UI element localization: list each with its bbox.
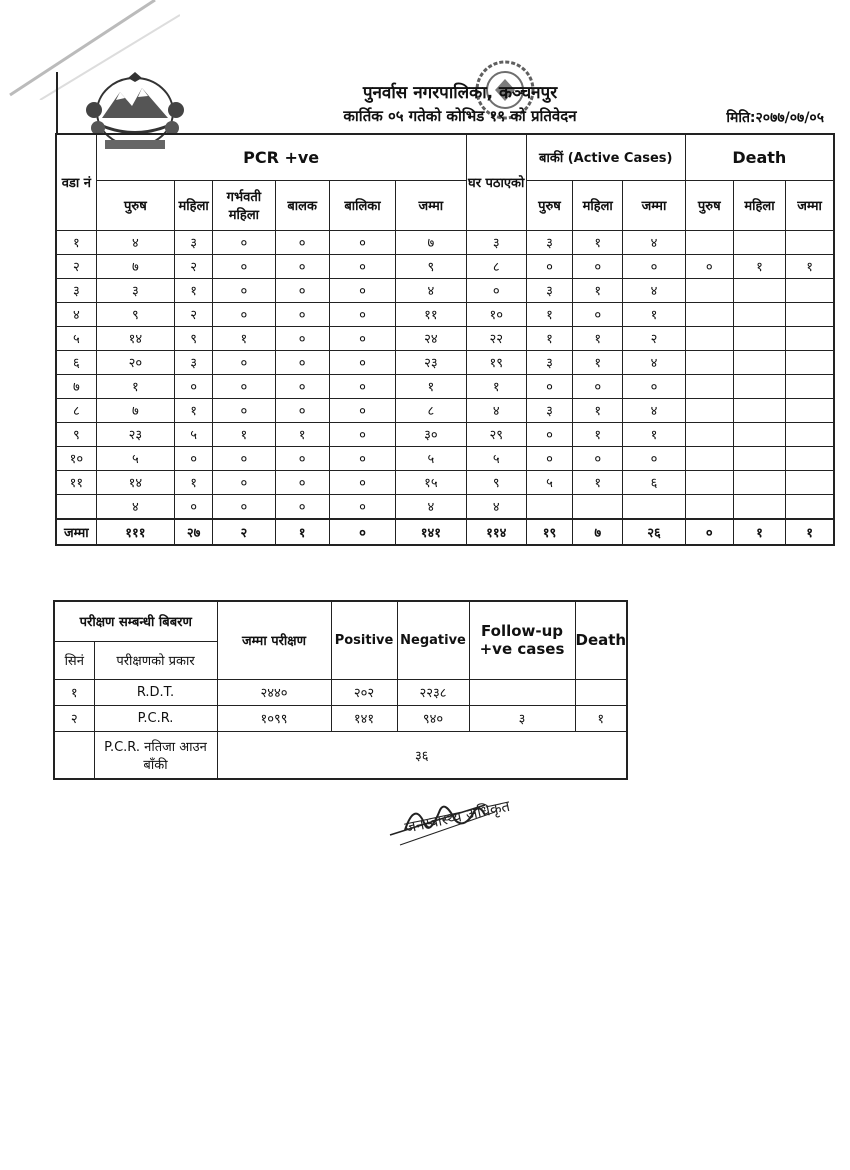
table-cell: १ bbox=[786, 254, 834, 278]
table-cell bbox=[733, 302, 785, 326]
table-cell: १४१ bbox=[331, 705, 397, 731]
table-cell bbox=[733, 398, 785, 422]
table-cell bbox=[733, 374, 785, 398]
table-cell: R.D.T. bbox=[94, 679, 217, 705]
report-title: पुनर्वास नगरपालिका, कञ्चनपुर bbox=[362, 83, 558, 103]
table-row bbox=[56, 470, 834, 494]
table-cell: ९४० bbox=[397, 705, 469, 731]
death-female-header: महिला bbox=[733, 180, 785, 230]
table-cell: ० bbox=[329, 398, 395, 422]
table-cell bbox=[573, 494, 623, 519]
test-positive-header: Positive bbox=[331, 601, 397, 679]
table-cell: ३ bbox=[526, 350, 572, 374]
table-cell: ५ bbox=[96, 446, 174, 470]
pending-sn-cell bbox=[54, 731, 94, 779]
group-active-header: बाकीं (Active Cases) bbox=[526, 134, 685, 180]
table-cell bbox=[786, 398, 834, 422]
testing-summary-table bbox=[53, 600, 628, 780]
test-group-header: परीक्षण सम्बन्धी बिबरण bbox=[54, 601, 217, 641]
table-cell: २ bbox=[56, 254, 96, 278]
table-cell: २७ bbox=[175, 519, 213, 545]
total-row bbox=[56, 519, 834, 545]
table-cell: ० bbox=[329, 230, 395, 254]
test-type-header: परीक्षणको प्रकार bbox=[94, 641, 217, 679]
table-cell: ३ bbox=[175, 230, 213, 254]
table-cell: ० bbox=[329, 470, 395, 494]
table-cell: २२ bbox=[466, 326, 526, 350]
table-cell bbox=[733, 422, 785, 446]
table-cell: ८ bbox=[466, 254, 526, 278]
pcr-male-header: पुरुष bbox=[96, 180, 174, 230]
table-cell: ० bbox=[466, 278, 526, 302]
table-cell: ४ bbox=[96, 230, 174, 254]
table-row bbox=[56, 278, 834, 302]
table-cell: ० bbox=[213, 470, 275, 494]
table-cell: १ bbox=[56, 230, 96, 254]
table-cell: १ bbox=[96, 374, 174, 398]
table-cell: १९ bbox=[466, 350, 526, 374]
table-cell: १ bbox=[213, 422, 275, 446]
table-cell: १ bbox=[573, 278, 623, 302]
table-cell: ० bbox=[213, 254, 275, 278]
table-cell: ४ bbox=[96, 494, 174, 519]
table-cell: १० bbox=[56, 446, 96, 470]
table-cell bbox=[623, 494, 685, 519]
table-cell: ० bbox=[275, 326, 329, 350]
pending-label: P.C.R. नतिजा आउन बाँकी bbox=[94, 731, 217, 779]
col-ward-header: वडा नं bbox=[56, 134, 96, 230]
table-cell bbox=[685, 446, 733, 470]
table-cell: १११ bbox=[96, 519, 174, 545]
table-cell: १ bbox=[54, 679, 94, 705]
table-cell: १ bbox=[623, 422, 685, 446]
left-margin-line bbox=[56, 72, 58, 134]
table-cell bbox=[786, 470, 834, 494]
table-cell: ४ bbox=[56, 302, 96, 326]
table-cell: ११४ bbox=[466, 519, 526, 545]
table-cell bbox=[575, 679, 627, 705]
test-negative-header: Negative bbox=[397, 601, 469, 679]
table-row bbox=[56, 446, 834, 470]
table-row bbox=[56, 494, 834, 519]
active-male-header: पुरुष bbox=[526, 180, 572, 230]
table-cell: २ bbox=[175, 302, 213, 326]
group-pcr-header: PCR +ve bbox=[96, 134, 466, 180]
table-cell: ११ bbox=[396, 302, 466, 326]
table-cell: ० bbox=[526, 446, 572, 470]
table-cell: ० bbox=[175, 446, 213, 470]
table-cell: १ bbox=[213, 326, 275, 350]
table-cell: २ bbox=[175, 254, 213, 278]
table-cell bbox=[685, 326, 733, 350]
table-cell: १९ bbox=[526, 519, 572, 545]
table-cell: ० bbox=[175, 374, 213, 398]
active-total-header: जम्मा bbox=[623, 180, 685, 230]
table-cell bbox=[786, 422, 834, 446]
table-cell bbox=[786, 374, 834, 398]
table-cell: २ bbox=[623, 326, 685, 350]
table-cell bbox=[469, 679, 575, 705]
table-cell: ० bbox=[275, 470, 329, 494]
active-female-header: महिला bbox=[573, 180, 623, 230]
table-cell: ११ bbox=[56, 470, 96, 494]
table-cell: ८ bbox=[56, 398, 96, 422]
death-total-header: जम्मा bbox=[786, 180, 834, 230]
table-cell: १ bbox=[573, 350, 623, 374]
table-cell: ० bbox=[526, 374, 572, 398]
ward-rows bbox=[56, 230, 834, 545]
table-row bbox=[56, 350, 834, 374]
pcr-total-header: जम्मा bbox=[396, 180, 466, 230]
table-cell: ५ bbox=[526, 470, 572, 494]
table-cell: ० bbox=[275, 446, 329, 470]
table-cell: P.C.R. bbox=[94, 705, 217, 731]
table-cell bbox=[685, 374, 733, 398]
table-cell: १ bbox=[396, 374, 466, 398]
table-cell: ० bbox=[573, 446, 623, 470]
group-death-header: Death bbox=[685, 134, 834, 180]
table-cell bbox=[786, 350, 834, 374]
table-cell: ७ bbox=[96, 398, 174, 422]
table-cell: ० bbox=[623, 254, 685, 278]
table-cell bbox=[733, 446, 785, 470]
table-cell bbox=[733, 278, 785, 302]
table-cell: २०२ bbox=[331, 679, 397, 705]
table-cell: १ bbox=[573, 422, 623, 446]
table-cell: ३ bbox=[526, 230, 572, 254]
pcr-female-header: महिला bbox=[175, 180, 213, 230]
ward-covid-table bbox=[55, 133, 835, 546]
table-cell: ० bbox=[329, 302, 395, 326]
table-cell: ६ bbox=[623, 470, 685, 494]
table-cell: २ bbox=[213, 519, 275, 545]
table-cell: १ bbox=[575, 705, 627, 731]
table-cell: ० bbox=[275, 230, 329, 254]
table-cell: ३ bbox=[466, 230, 526, 254]
table-cell: २२३८ bbox=[397, 679, 469, 705]
table-cell: ६ bbox=[56, 350, 96, 374]
table-cell: ७ bbox=[56, 374, 96, 398]
table-cell: जम्मा bbox=[56, 519, 96, 545]
table-row bbox=[56, 254, 834, 278]
table-cell: ९ bbox=[175, 326, 213, 350]
table-cell bbox=[786, 326, 834, 350]
table-cell bbox=[685, 278, 733, 302]
table-cell: ० bbox=[275, 278, 329, 302]
table-cell: ० bbox=[329, 254, 395, 278]
table-row bbox=[56, 422, 834, 446]
table-cell: ४ bbox=[623, 350, 685, 374]
test-death-header: Death bbox=[575, 601, 627, 679]
table-row bbox=[56, 326, 834, 350]
table-cell: ० bbox=[329, 446, 395, 470]
table-cell: ० bbox=[526, 254, 572, 278]
table-cell: ० bbox=[573, 302, 623, 326]
table-cell: ० bbox=[329, 494, 395, 519]
table-cell bbox=[685, 494, 733, 519]
table-cell bbox=[786, 230, 834, 254]
table-cell: ० bbox=[213, 230, 275, 254]
table-cell: २ bbox=[54, 705, 94, 731]
table-row bbox=[56, 398, 834, 422]
table-cell: १४१ bbox=[396, 519, 466, 545]
table-cell: १ bbox=[526, 326, 572, 350]
table-cell: ९ bbox=[396, 254, 466, 278]
table-row bbox=[56, 230, 834, 254]
table-cell: ७ bbox=[396, 230, 466, 254]
table-cell: ० bbox=[329, 326, 395, 350]
table-cell: ० bbox=[573, 374, 623, 398]
table-cell: ० bbox=[213, 278, 275, 302]
table-cell bbox=[733, 230, 785, 254]
pcr-girl-header: बालिका bbox=[329, 180, 395, 230]
table-cell: १ bbox=[526, 302, 572, 326]
table-cell bbox=[685, 422, 733, 446]
table-cell: ० bbox=[275, 494, 329, 519]
pcr-boy-header: बालक bbox=[275, 180, 329, 230]
table-cell: १५ bbox=[396, 470, 466, 494]
table-cell: ७ bbox=[573, 519, 623, 545]
table-cell: ० bbox=[275, 350, 329, 374]
table-cell: १ bbox=[466, 374, 526, 398]
table-cell: ५ bbox=[56, 326, 96, 350]
table-cell: १ bbox=[175, 278, 213, 302]
table-cell bbox=[786, 494, 834, 519]
table-cell: ० bbox=[213, 494, 275, 519]
table-cell: ७ bbox=[96, 254, 174, 278]
table-cell bbox=[56, 494, 96, 519]
table-cell: ४ bbox=[466, 494, 526, 519]
table-cell: ० bbox=[213, 398, 275, 422]
table-cell: ० bbox=[329, 350, 395, 374]
table-cell: २३ bbox=[396, 350, 466, 374]
table-cell: ० bbox=[275, 398, 329, 422]
table-cell bbox=[786, 302, 834, 326]
pending-value: ३६ bbox=[217, 731, 627, 779]
table-cell bbox=[733, 494, 785, 519]
table-cell: ९ bbox=[466, 470, 526, 494]
table-cell: १० bbox=[466, 302, 526, 326]
table-cell bbox=[526, 494, 572, 519]
table-cell: १४ bbox=[96, 470, 174, 494]
table-cell: ० bbox=[329, 422, 395, 446]
table-cell: १ bbox=[573, 326, 623, 350]
table-cell bbox=[685, 350, 733, 374]
table-cell: १ bbox=[275, 519, 329, 545]
table-cell: ३ bbox=[96, 278, 174, 302]
table-cell: १ bbox=[733, 519, 785, 545]
table-cell: ० bbox=[175, 494, 213, 519]
table-cell: २९ bbox=[466, 422, 526, 446]
table-cell: ० bbox=[213, 446, 275, 470]
table-cell: २६ bbox=[623, 519, 685, 545]
test-total-header: जम्मा परीक्षण bbox=[217, 601, 331, 679]
table-cell: ४ bbox=[623, 398, 685, 422]
table-cell bbox=[786, 278, 834, 302]
table-cell: २३ bbox=[96, 422, 174, 446]
table-cell: २० bbox=[96, 350, 174, 374]
table-cell: १ bbox=[573, 230, 623, 254]
table-cell: ० bbox=[213, 302, 275, 326]
table-cell: २४ bbox=[396, 326, 466, 350]
table-cell: ४ bbox=[396, 278, 466, 302]
table-cell: ० bbox=[623, 446, 685, 470]
table-cell: १ bbox=[175, 470, 213, 494]
table-cell: १ bbox=[733, 254, 785, 278]
table-cell: ५ bbox=[466, 446, 526, 470]
table-cell: ९ bbox=[56, 422, 96, 446]
table-cell: २४४० bbox=[217, 679, 331, 705]
pcr-pregnant-header: गर्भवती महिला bbox=[213, 180, 275, 230]
table-cell: ३० bbox=[396, 422, 466, 446]
table-cell: १ bbox=[786, 519, 834, 545]
report-subtitle: कार्तिक ०५ गतेको कोभिड १९ को प्रतिवेदन bbox=[343, 107, 577, 125]
test-sn-header: सिनं bbox=[54, 641, 94, 679]
table-cell: ३ bbox=[526, 278, 572, 302]
table-cell: १ bbox=[573, 398, 623, 422]
table-cell: १ bbox=[275, 422, 329, 446]
table-cell bbox=[733, 326, 785, 350]
table-cell: ५ bbox=[396, 446, 466, 470]
table-cell: ३ bbox=[469, 705, 575, 731]
table-cell: ८ bbox=[396, 398, 466, 422]
table-cell: ० bbox=[329, 374, 395, 398]
table-cell bbox=[685, 470, 733, 494]
table-cell: ४ bbox=[623, 278, 685, 302]
report-date: मिति:२०७७/०७/०५ bbox=[726, 110, 824, 126]
table-cell: ५ bbox=[175, 422, 213, 446]
table-cell: ३ bbox=[56, 278, 96, 302]
table-cell: ० bbox=[329, 519, 395, 545]
table-cell: ० bbox=[275, 254, 329, 278]
table-cell bbox=[786, 446, 834, 470]
table-cell: ० bbox=[623, 374, 685, 398]
table-cell bbox=[685, 398, 733, 422]
test-followup-header: Follow-up +ve cases bbox=[469, 601, 575, 679]
table-row bbox=[54, 679, 627, 705]
table-cell: ० bbox=[685, 519, 733, 545]
table-cell: ४ bbox=[623, 230, 685, 254]
table-cell: १४ bbox=[96, 326, 174, 350]
table-cell bbox=[685, 302, 733, 326]
table-cell: ० bbox=[213, 374, 275, 398]
table-cell bbox=[685, 230, 733, 254]
table-cell: ० bbox=[329, 278, 395, 302]
table-cell: ० bbox=[526, 422, 572, 446]
table-cell: ३ bbox=[526, 398, 572, 422]
table-row bbox=[56, 302, 834, 326]
table-cell bbox=[733, 470, 785, 494]
table-cell: ० bbox=[573, 254, 623, 278]
death-male-header: पुरुष bbox=[685, 180, 733, 230]
table-cell: ० bbox=[685, 254, 733, 278]
table-cell: १ bbox=[573, 470, 623, 494]
table-cell: १ bbox=[623, 302, 685, 326]
test-rows bbox=[54, 679, 627, 731]
table-cell bbox=[733, 350, 785, 374]
table-cell: ० bbox=[213, 350, 275, 374]
table-cell: १ bbox=[175, 398, 213, 422]
table-cell: ० bbox=[275, 374, 329, 398]
table-cell: ४ bbox=[466, 398, 526, 422]
table-row bbox=[54, 705, 627, 731]
table-cell: ९ bbox=[96, 302, 174, 326]
signatory-title: जनस्वास्थ्य अधिकृत bbox=[403, 796, 512, 837]
col-home-isolated-header: घर पठाएको bbox=[466, 134, 526, 230]
table-cell: ४ bbox=[396, 494, 466, 519]
table-cell: ३ bbox=[175, 350, 213, 374]
table-cell: ० bbox=[275, 302, 329, 326]
table-row bbox=[56, 374, 834, 398]
table-cell: १०९९ bbox=[217, 705, 331, 731]
